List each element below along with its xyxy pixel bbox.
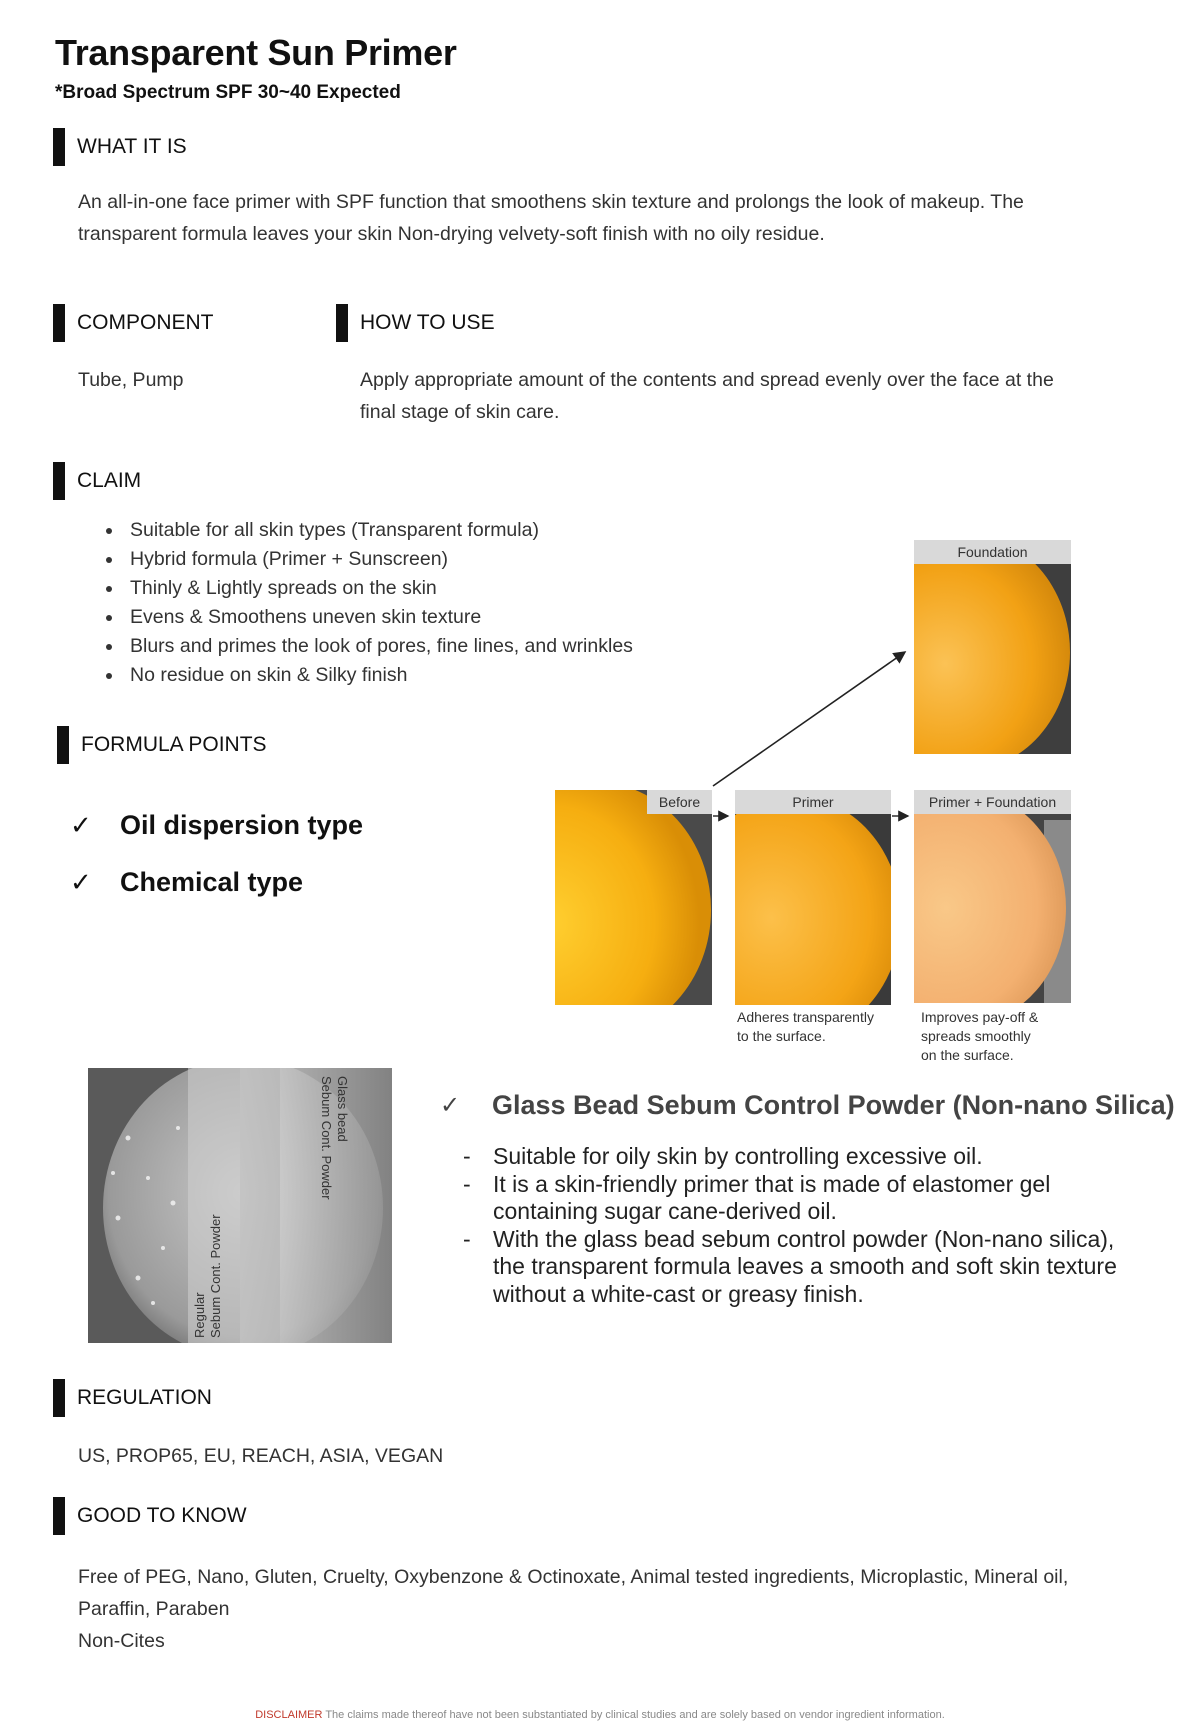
component-text: Tube, Pump (78, 369, 184, 391)
regulation-text: US, PROP65, EU, REACH, ASIA, VEGAN (78, 1445, 444, 1467)
glass-bead-line: Suitable for oily skin by controlling excessive oil. (493, 1143, 983, 1169)
image-label-line: Regular (192, 1292, 207, 1338)
panel-label: Foundation (914, 540, 1071, 564)
before-photo (555, 790, 712, 1005)
what-it-is-label: WHAT IT IS (77, 135, 187, 158)
caption-line: Improves pay-off & (921, 1009, 1039, 1025)
claim-item: • Evens & Smoothens uneven skin texture (124, 603, 633, 632)
formula-points-label: FORMULA POINTS (81, 733, 267, 756)
glass-bead-line: containing sugar cane-derived oil. (493, 1198, 837, 1224)
claim-item: • Thinly & Lightly spreads on the skin (124, 574, 633, 603)
glass-bead-line: the transparent formula leaves a smooth and soft skin texture (493, 1253, 1117, 1279)
dash-marker: - (463, 1143, 471, 1169)
glass-bead-title (440, 1090, 1175, 1121)
what-it-is-line: transparent formula leaves your skin Non-drying velvety-soft finish with no oily residue. (78, 223, 825, 245)
claim-item: • Hybrid formula (Primer + Sunscreen) (124, 545, 633, 574)
disclaimer-label: DISCLAIMER (255, 1709, 323, 1721)
check-icon: ✓ (440, 1092, 461, 1119)
image-label-line: Sebum Cont. Powder (208, 1214, 223, 1338)
caption-line: Adheres transparently (737, 1009, 874, 1025)
good-to-know-label: GOOD TO KNOW (77, 1504, 247, 1527)
claim-item: • No residue on skin & Silky finish (124, 661, 633, 690)
regulation-heading (53, 1379, 212, 1417)
primer-foundation-photo (914, 790, 1071, 1003)
section-marker (53, 1497, 65, 1535)
good-to-know-line: Non-Cites (78, 1630, 165, 1652)
primer-photo (735, 790, 891, 1005)
glass-bead-line: With the glass bead sebum control powder (Non-nano silica), (493, 1225, 1115, 1252)
glass-bead-image-label (280, 1076, 350, 1226)
foundation-photo (914, 540, 1071, 754)
orange-image (914, 790, 1071, 1003)
formula-point-label: Chemical type (120, 867, 304, 897)
how-to-use-label: HOW TO USE (360, 311, 495, 334)
glass-bead-line: without a white-cast or greasy finish. (493, 1280, 864, 1307)
claim-label: CLAIM (77, 469, 142, 492)
image-label-line: Sebum Cont. Powder (319, 1076, 334, 1200)
claim-item: • Suitable for all skin types (Transparent formula) (124, 516, 633, 545)
combo-caption (921, 1008, 1038, 1065)
image-label-line: Glass bead (335, 1076, 350, 1142)
dash-marker: - (463, 1170, 471, 1197)
glass-bead-item (463, 1143, 1163, 1171)
good-to-know-text (78, 1561, 1068, 1657)
orange-image (735, 790, 891, 1005)
panel-label: Before (647, 790, 712, 814)
disclaimer-text: The claims made thereof have not been substantiated by clinical studies and are solely based on vendor ingredient information. (325, 1709, 945, 1721)
glass-bead-line: It is a skin-friendly primer that is made of elastomer gel (493, 1170, 1051, 1197)
check-icon: ✓ (70, 867, 92, 897)
page-title: Transparent Sun Primer (55, 32, 457, 73)
component-label: COMPONENT (77, 311, 214, 334)
check-icon: ✓ (70, 810, 92, 840)
disclaimer (0, 1709, 1200, 1721)
claim-item: • Blurs and primes the look of pores, fine lines, and wrinkles (124, 632, 633, 661)
good-to-know-line: Free of PEG, Nano, Gluten, Cruelty, Oxybenzone & Octinoxate, Animal tested ingredients, Microplastic, Mineral oil, (78, 1566, 1069, 1588)
how-to-use-line: final stage of skin care. (360, 401, 560, 423)
caption-line: spreads smoothly (921, 1028, 1031, 1044)
how-to-use-line: Apply appropriate amount of the contents and spread evenly over the face at the (360, 369, 1054, 391)
caption-line: to the surface. (737, 1028, 826, 1044)
spf-subtitle: *Broad Spectrum SPF 30~40 Expected (55, 82, 401, 103)
regulation-label: REGULATION (77, 1386, 212, 1409)
panel-label: Primer + Foundation (914, 790, 1071, 814)
section-marker (53, 1379, 65, 1417)
orange-image (555, 790, 712, 1005)
regular-powder-image-label (192, 1188, 236, 1338)
glass-bead-item (463, 1226, 1163, 1309)
caption-line: on the surface. (921, 1047, 1014, 1063)
panel-label: Primer (735, 790, 891, 814)
good-to-know-heading (53, 1497, 247, 1535)
what-it-is-line: An all-in-one face primer with SPF function that smoothens skin texture and prolongs the look of makeup. The (78, 191, 1024, 213)
glass-bead-micrograph (88, 1068, 392, 1343)
primer-caption (737, 1008, 874, 1046)
dash-marker: - (463, 1225, 471, 1252)
glass-bead-title-text: Glass Bead Sebum Control Powder (Non-nano Silica) (492, 1090, 1175, 1120)
arrow-to-foundation (713, 652, 905, 786)
good-to-know-line: Paraffin, Paraben (78, 1598, 230, 1620)
orange-image (914, 540, 1071, 754)
glass-bead-item (463, 1171, 1163, 1226)
formula-point-label: Oil dispersion type (120, 810, 364, 840)
glass-bead-list (463, 1143, 1163, 1308)
